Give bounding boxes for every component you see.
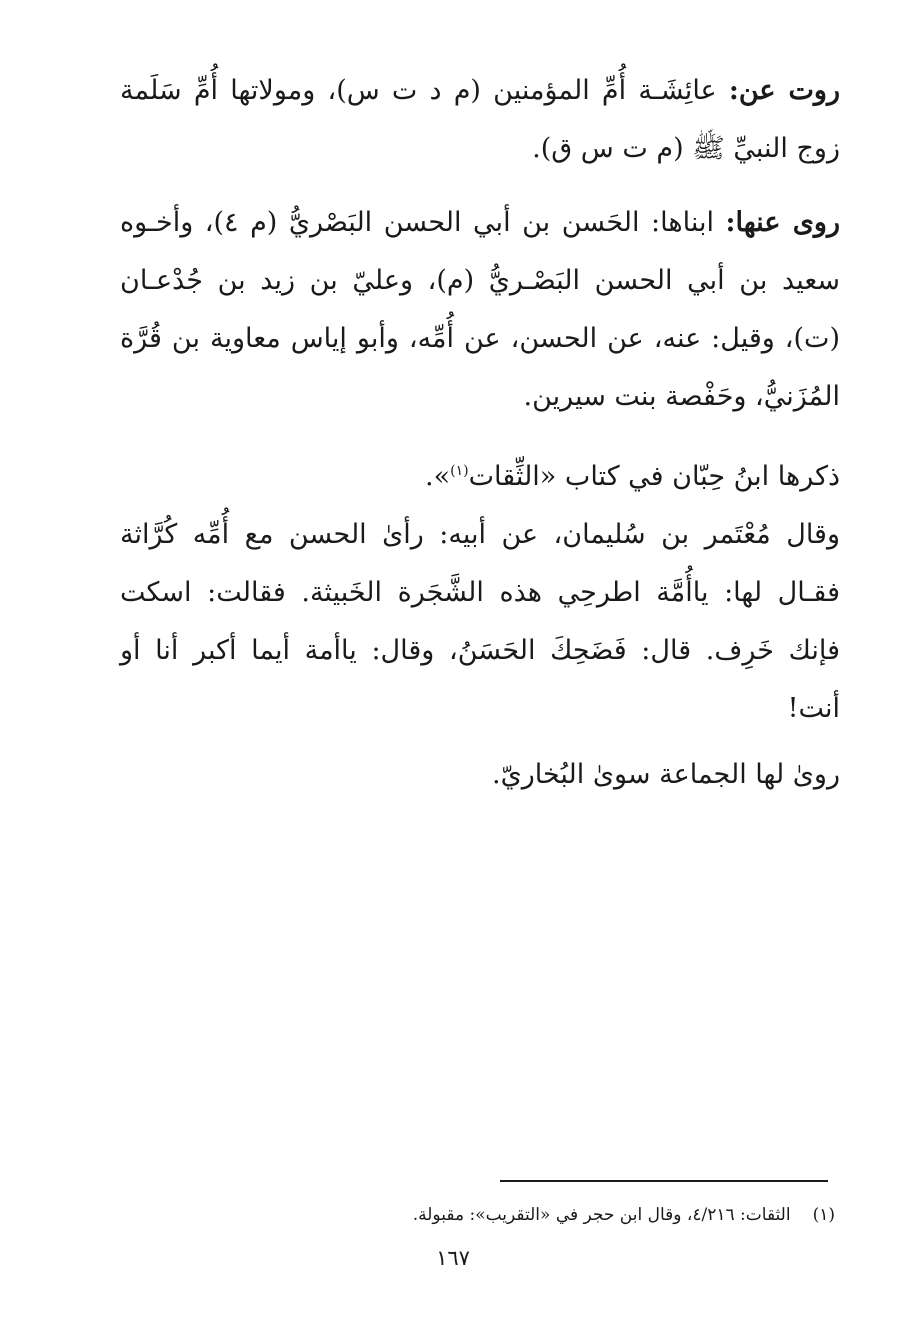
label-narrated-by: روى عنها:: [725, 207, 840, 238]
main-text: [120, 62, 840, 804]
paragraph-narrated-by-text: ابناها: الحَسن بن أبي الحسن البَصْريُّ (م ٤)، وأخـوه سعيد بن أبي الحسن البَصْـريُّ (م)، وعليّ بن زيد بن جُدْعـان (ت)، وقيل: عنه، عن الحسن، عن أُمِّه، وأبو إياس معاوية بن قُرَّة المُزَنيُّ، وحَفْصة بنت سيرين.: [120, 207, 840, 412]
paragraph-mutamir: [120, 506, 840, 738]
page-number: ١٦٧: [436, 1246, 470, 1270]
paragraph-narrated-from: [120, 62, 840, 178]
paragraph-ibn-hibban-end: ».: [425, 461, 451, 492]
paragraph-narrated-by: [120, 194, 840, 426]
paragraph-narrated-from-text: عائِشَـة أُمِّ المؤمنين (م د ت س)، ومولاتها أُمِّ سَلَمة زوج النبيِّ ﷺ (م ت س ق).: [120, 75, 840, 164]
footnote: [300, 1202, 835, 1228]
footnote-divider: [500, 1180, 828, 1182]
paragraph-mutamir-text: وقال مُعْتَمر بن سُليمان، عن أبيه: رأىٰ الحسن مع أُمِّه كُرَّاثة فقـال لها: ياأُمَّة اطرحِي هذه الشَّجَرة الخَبيثة. فقالت: اسكت فإنك خَرِف. قال: فَضَحِكَ الحَسَنُ، وقال: ياأمة أيما أكبر أنا أو أنت!: [120, 519, 840, 724]
paragraph-jamaa: [120, 746, 840, 804]
paragraph-jamaa-text: روىٰ لها الجماعة سوىٰ البُخاريّ.: [491, 759, 840, 790]
paragraph-ibn-hibban-text: ذكرها ابنُ حِبّان في كتاب «الثِّقات: [468, 461, 840, 492]
label-narrated-from: روت عن:: [728, 75, 840, 106]
footnote-text: الثقات: ٤/٢١٦، وقال ابن حجر في «التقريب»: مقبولة.: [412, 1205, 791, 1225]
footnote-number: (١): [812, 1205, 835, 1225]
paragraph-ibn-hibban: [120, 442, 840, 506]
footnote-reference[interactable]: (١): [450, 463, 469, 479]
